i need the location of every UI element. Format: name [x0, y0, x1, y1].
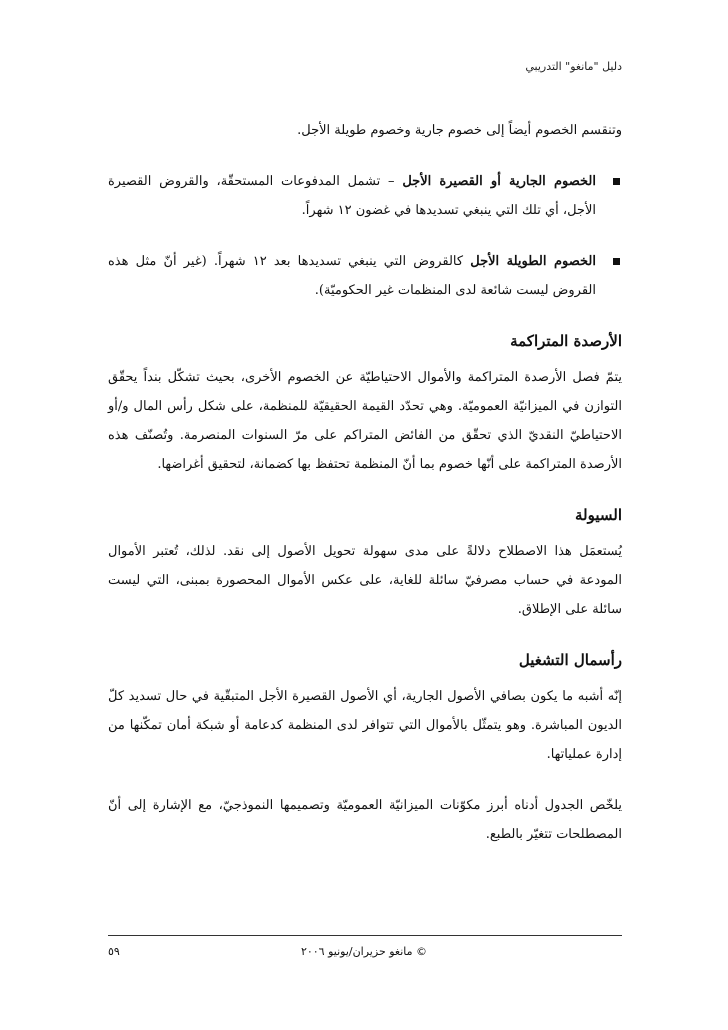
- heading-liquidity: السيولة: [574, 506, 622, 524]
- page-body: [108, 116, 622, 871]
- square-bullet-icon: [613, 178, 620, 185]
- paragraph-liquidity: يُستعمَل هذا الاصطلاح دلالةً على مدى سهولة تحويل الأصول إلى نقد. لذلك، تُعتبر الأموال المودعة في حساب مصرفيّ سائلة للغاية، على عكس الأموال المحصورة بمبنى، التي ليست سائلة على الإطلاق.: [108, 544, 622, 617]
- liabilities-list: [108, 167, 622, 305]
- heading-working-capital: رأسمال التشغيل: [518, 651, 622, 669]
- page-number: ٥٩: [108, 945, 120, 958]
- heading-accumulated-reserves: الأرصدة المتراكمة: [510, 332, 622, 350]
- footer-copyright: © مانغو حزيران/يونيو ٢٠٠٦: [300, 945, 428, 958]
- definition-long-term-liabilities: كالقروض التي ينبغي تسديدها بعد ١٢ شهراً. (غير أنّ مثل هذه القروض ليست شائعة لدى المنظمات غير الحكوميّة).: [108, 254, 596, 298]
- term-current-liabilities: الخصوم الجارية أو القصيرة الأجل: [402, 174, 596, 189]
- list-item-current-liabilities: [108, 167, 622, 225]
- square-bullet-icon: [613, 258, 620, 265]
- list-item-long-term-liabilities: [108, 247, 622, 305]
- intro-paragraph: وتنقسم الخصوم أيضاً إلى خصوم جارية وخصوم طويلة الأجل.: [297, 123, 622, 138]
- term-long-term-liabilities: الخصوم الطويلة الأجل: [470, 254, 597, 269]
- footer-divider: [108, 935, 622, 936]
- closing-paragraph: يلخّص الجدول أدناه أبرز مكوّنات الميزانيّة العموميّة وتصميمها النموذجيّ، مع الإشارة إلى أنّ المصطلحات تتغيّر بالطبع.: [108, 798, 622, 842]
- paragraph-working-capital: إنّه أشبه ما يكون بصافي الأصول الجارية، أي الأصول القصيرة الأجل المتبقّية في حال تسديد كلّ الديون المباشرة. وهو يتمثّل بالأموال التي تتوافر لدى المنظمة كدعامة أو شبكة أمان تمكّنها من إدارة عملياتها.: [108, 689, 622, 762]
- definition-current-liabilities: – تشمل المدفوعات المستحقّة، والقروض القصيرة الأجل، أي تلك التي ينبغي تسديدها في غضون ١٢ شهراً.: [108, 174, 596, 218]
- paragraph-accumulated-reserves: يتمّ فصل الأرصدة المتراكمة والأموال الاحتياطيّة عن الخصوم الأخرى، بحيث تشكّل بنداً يحقّق التوازن في الميزانيّة العموميّة. وهي تحدّد القيمة الحقيقيّة للمنظمة، على شكل رأس المال و/أو الاحتياطيّ النقديّ الذي تحقّق من الفائض المتراكم على مرّ السنوات المنصرمة. وتُصنّف هذه الأرصدة المتراكمة على أنّها خصوم بما أنّ المنظمة تحتفظ بها كضمانة، لتحقيق أغراضها.: [108, 370, 622, 472]
- running-header: دليل "مانغو" التدريبي: [525, 60, 622, 73]
